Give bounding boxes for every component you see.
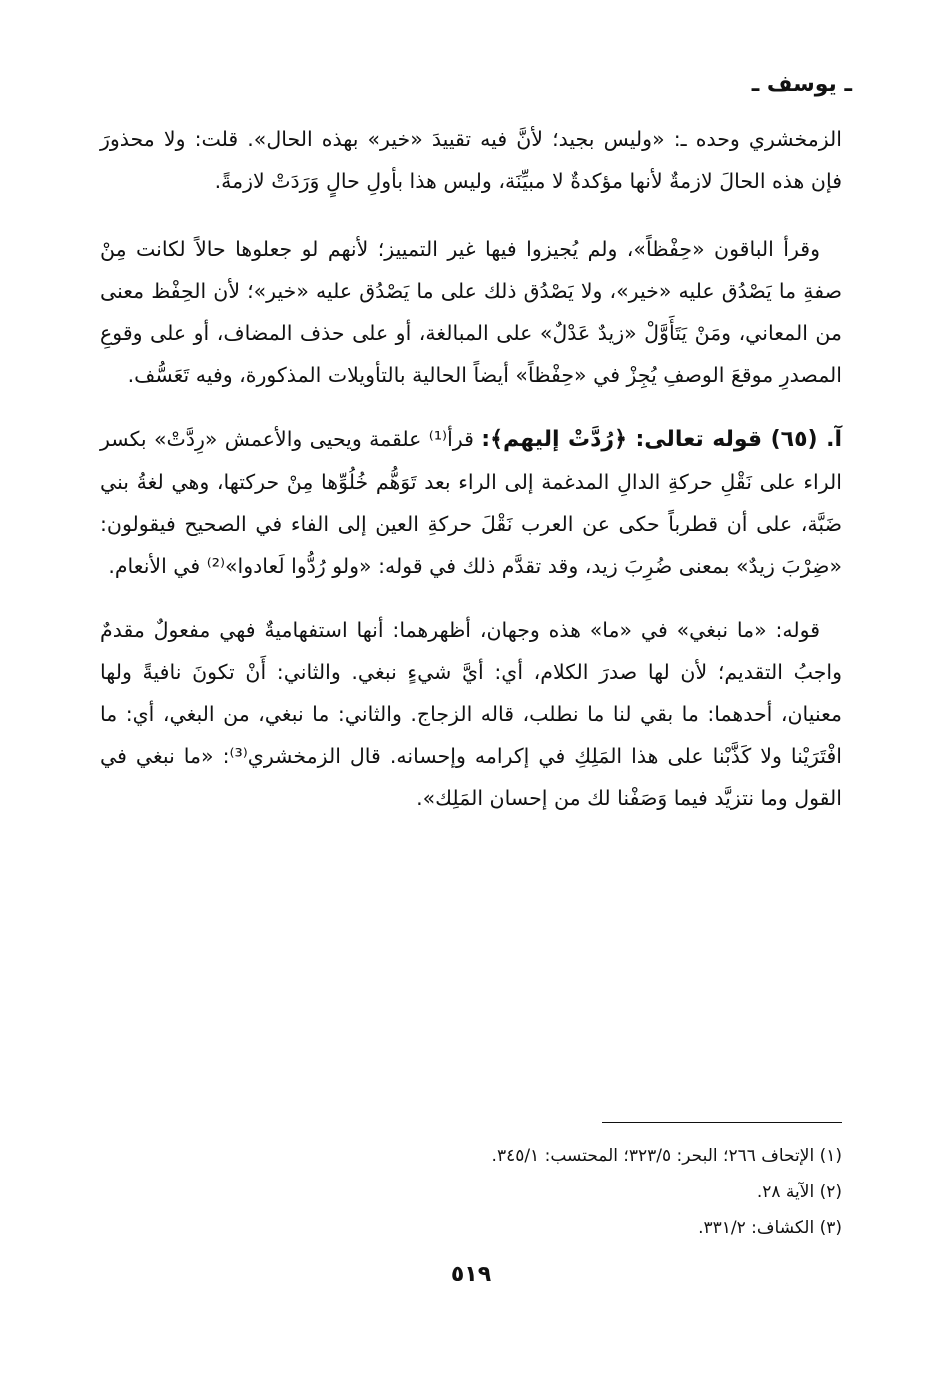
footnote-item: (١) الإتحاف ٢٦٦؛ البحر: ٣٢٣/٥؛ المحتسب: ٣٤٥/١. [491,1146,842,1166]
footnote-divider [602,1122,842,1123]
main-text [100,118,842,841]
paragraph-4: قوله: «ما نبغي» في «ما» هذه وجهان، أظهرهما: أنها استفهاميةٌ فهي مفعولٌ مقدمٌ واجبُ التقديم؛ لأن لها صدرَ الكلام، أي: أيَّ شيءٍ نبغي. والثاني: أَنْ تكونَ نافيةً ولها معنيان، أحدهما: ما بقي لنا ما نطلب، قاله الزجاج. والثاني: ما نبغي، من البغي، أي: ما افْتَرَيْنا ولا كَذَّبْنا على هذا المَلِكِ في إكرامه وإحسانه. قال الزمخشري⁽³⁾: «ما نبغي في القول وما نتزيَّد فيما وَصَفْنا لك من إحسان المَلِك». [100,618,842,810]
running-header: ـ يوسف ـ [751,72,852,97]
footnotes [100,1138,842,1246]
verse-commentary: قرأ⁽¹⁾ علقمة ويحيى والأعمش «رِدَّتْ» بكسر الراء على نَقْلِ حركةِ الدالِ المدغمة إلى الراء بعد تَوَهُّم خُلُوِّها مِنْ حركتها، وهي لغةُ بني ضَبَّة، على أن قطرباً حكى عن العرب نَقْلَ حركةِ العين إلى الفاء في الصحيح فيقولون: «ضِرْبَ زيدٌ» بمعنى ضُرِبَ زيد، وقد تقدَّم ذلك في قوله: «ولو رُدُّوا لَعادوا»⁽²⁾ في الأنعام. [100,427,842,578]
paragraph-1: الزمخشري وحده ـ: «وليس بجيد؛ لأنَّ فيه تقييدَ «خير» بهذه الحال». قلت: ولا محذورَ فإن هذه الحالَ لازمةٌ لأنها مؤكدةٌ لا مبيِّنَة، وليس هذا بأولِ حالٍ وَرَدَتْ لازمةً. [100,127,842,193]
paragraph-2: وقرأ الباقون «حِفْظاً»، ولم يُجيزوا فيها غير التمييز؛ لأنهم لو جعلوها حالاً لكانت مِنْ صفةِ ما يَصْدُق عليه «خير»، ولا يَصْدُق ذلك على ما يَصْدُق عليه «خير»؛ لأن الحِفْظ معنى من المعاني، ومَنْ يَتَأَوَّلْ «زيدٌ عَدْلٌ» على المبالغة، أو على حذف المضاف، أو على وقوعِ المصدرِ موقعَ الوصفِ يُجِزْ في «حِفْظاً» أيضاً الحالية بالتأويلات المذكورة، وفيه تَعَسُّف. [100,237,842,387]
footnote-item: (٢) الآية ٢٨. [756,1182,842,1202]
footnote-item: (٣) الكشاف: ٣٣١/٢. [698,1218,842,1238]
paragraph-3 [100,418,842,587]
page-number: ٥١٩ [450,1262,492,1287]
verse-heading: آ. (٦٥) قوله تعالى: ﴿رُدَّتْ إليهم﴾: [481,427,842,452]
